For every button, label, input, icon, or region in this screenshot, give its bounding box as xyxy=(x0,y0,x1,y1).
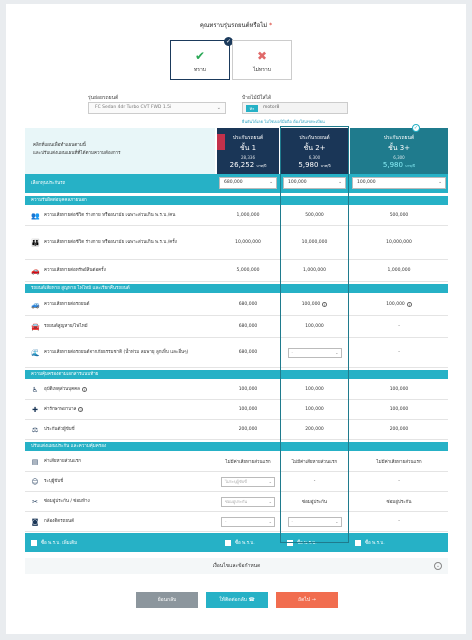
chevron-down-icon: ⌄ xyxy=(269,180,273,185)
cross-icon: ✖ xyxy=(256,49,268,63)
plan-price-value: 26,252 xyxy=(229,161,255,169)
cell-value: 10,000,000 xyxy=(386,240,412,245)
compulsory-checkbox-3[interactable] xyxy=(355,540,361,546)
chevron-down-icon: ⌄ xyxy=(216,105,221,111)
plan-level: ชั้น 1 xyxy=(239,144,257,152)
sum-insured-select-2[interactable] xyxy=(283,177,346,189)
compulsory-label-cell xyxy=(31,533,77,552)
car-model-question xyxy=(6,20,466,30)
plan-column-2[interactable] xyxy=(281,128,348,174)
chevron-down-icon: ⌄ xyxy=(268,478,272,484)
table-row xyxy=(25,294,448,316)
callback-label: ให้ติดต่อกลับ xyxy=(219,597,247,603)
plan-price-value: 5,980 xyxy=(382,161,403,169)
compulsory-option-label: ซื้อ พ.ร.บ. xyxy=(235,541,255,546)
terms-link-text: เงื่อนไขและข้อกำหนด xyxy=(212,563,261,569)
plate-input[interactable] xyxy=(242,102,348,114)
deductible-icon: ▤ xyxy=(31,457,39,466)
cell-value: 500,000 xyxy=(305,213,324,218)
selected-check-icon: ✓ xyxy=(413,125,419,131)
cell-value: - xyxy=(398,519,400,524)
row-label: ความเสียหายต่อชีวิต ร่างกาย หรืออนามัย เฉพาะส่วนเกิน พ.ร.บ./คน xyxy=(44,212,176,218)
row-label: อุบัติเหตุส่วนบุคคล xyxy=(44,386,80,392)
compulsory-checkbox-1[interactable] xyxy=(225,540,231,546)
row-label: ซ่อมอู่ประกัน / ซ่อมห้าง xyxy=(44,498,90,504)
cell-value: 200,000 xyxy=(389,427,409,432)
plate-note: ยืนยันได้เลย ไม่ใช่เบอร์มือถือ ต้องใส่เลขทะเบียน xyxy=(242,119,325,124)
cell-value: 100,000 xyxy=(238,407,258,412)
selected-badge-icon: ✓ xyxy=(225,38,232,45)
table-row xyxy=(25,420,448,440)
plan-old-price: 6,300 xyxy=(393,155,405,160)
sum-insured-value: 680,000 xyxy=(224,180,243,185)
flood-coverage-select[interactable] xyxy=(288,348,342,358)
table-row xyxy=(25,226,448,260)
compulsory-insurance-row xyxy=(25,533,448,552)
table-row xyxy=(25,316,448,338)
cell-value: - xyxy=(313,479,316,484)
cell-value: 100,000 xyxy=(238,387,258,392)
cell-text: 100,000 xyxy=(386,302,405,307)
cell-value: 500,000 xyxy=(389,213,409,218)
plan-title: ประกันรถยนต์ xyxy=(299,135,330,141)
sum-insured-value: 100,000 xyxy=(357,180,376,185)
row-label: ความเสียหายต่อรถยนต์จากภัยธรรมชาติ (น้ำท่วม ลมพายุ ลูกเห็บ และอื่นๆ) xyxy=(44,349,189,355)
cell-value xyxy=(281,338,348,367)
cell-value: 100,000 xyxy=(389,407,409,412)
row-label: กล้องติดรถยนต์ xyxy=(44,518,75,524)
table-row xyxy=(25,492,448,512)
compulsory-cell-1 xyxy=(225,533,255,552)
plan-column-3[interactable] xyxy=(350,125,448,174)
row-label: ค่าเสียหายส่วนแรก xyxy=(44,458,81,464)
plan-price xyxy=(281,161,348,169)
chevron-down-icon: ⌄ xyxy=(335,518,339,524)
cell-value: 680,000 xyxy=(238,324,258,329)
compulsory-checkbox-all[interactable] xyxy=(31,540,37,546)
plan-level: ชั้น 3+ xyxy=(387,144,411,152)
instruction-line-2: และปรับแต่งแผนแผนที่ที่ได้ตามความต้องการ xyxy=(33,151,121,156)
cell-text: 100,000 xyxy=(301,302,321,307)
sum-insured-row xyxy=(25,174,448,193)
callback-button[interactable] xyxy=(206,592,268,608)
cell-value: ซ่อมอู่ประกัน xyxy=(302,500,327,505)
bail-icon: ⚖ xyxy=(31,425,39,434)
people-group-icon: 👪 xyxy=(31,238,40,247)
table-row xyxy=(25,260,448,282)
plate-icon: ทะ xyxy=(246,105,258,112)
cell-value xyxy=(217,512,279,531)
repair-type-select[interactable] xyxy=(221,497,275,507)
chevron-down-icon: ⌄ xyxy=(268,498,272,504)
driver-icon: ☺ xyxy=(31,477,39,486)
question-text: คุณทราบรุ่นรถยนต์หรือไม่ xyxy=(199,22,268,29)
people-icon: 👥 xyxy=(31,211,40,220)
instruction-line-1: คลิกที่แผนเพื่อทำแผนตามนี้ xyxy=(33,143,86,148)
table-row xyxy=(25,472,448,492)
cell-value: 10,000,000 xyxy=(301,240,328,245)
medical-icon: ✚ xyxy=(32,405,38,414)
table-row xyxy=(25,338,448,368)
compulsory-option-label: ซื้อ พ.ร.บ. xyxy=(297,541,317,546)
car-crash-icon: 🚙 xyxy=(31,300,40,309)
info-icon[interactable]: i xyxy=(82,387,87,392)
next-label: ถัดไป xyxy=(298,597,311,603)
car-flood-icon: 🌊 xyxy=(31,348,40,357)
plan-price-unit: บาท/ปี xyxy=(405,164,416,168)
table-row xyxy=(25,452,448,472)
table-header-instructions xyxy=(25,128,215,174)
cell-value: 1,000,000 xyxy=(236,213,260,218)
table-row xyxy=(25,380,448,400)
know-model-label: ทราบ xyxy=(194,67,206,73)
chevron-down-icon: ⌄ xyxy=(435,563,441,569)
chevron-down-icon: ⌄ xyxy=(335,349,339,355)
plan-column-1[interactable] xyxy=(217,128,279,174)
terms-expand-bar[interactable] xyxy=(25,558,448,574)
cell-value: 100,000 xyxy=(389,387,409,392)
car-lost-icon: 🚘 xyxy=(31,322,40,331)
cell-value xyxy=(217,492,279,511)
cell-value: ไม่มีค่าเสียหายส่วนแรก xyxy=(225,460,271,465)
table-header xyxy=(25,125,448,174)
compulsory-option-label: ซื้อ พ.ร.บ. xyxy=(365,541,385,546)
row-label: ความเสียหายต่อรถยนต์ xyxy=(44,301,90,307)
wheelchair-icon: ♿ xyxy=(31,385,39,394)
section-header: ความรับผิดต่อบุคคลภายนอก xyxy=(25,196,448,205)
cell-value xyxy=(281,512,348,531)
cell-value: 680,000 xyxy=(238,302,258,307)
camera-icon: ◙ xyxy=(31,517,39,526)
plate-label: ป้ายไม้มีใส่ได้ xyxy=(242,95,272,101)
cell-value: 200,000 xyxy=(305,427,324,432)
plan-old-price: 28,336 xyxy=(241,155,255,160)
plan-title: ประกันรถยนต์ xyxy=(383,135,415,141)
car-model-value: FC Sedan 4dr Turbo CVT FWD 1.5i xyxy=(95,105,172,110)
car-model-label: รุ่นย่อยรถยนต์ xyxy=(88,95,119,101)
wrench-icon: ✂ xyxy=(32,497,38,506)
cell-value: 100,000 xyxy=(305,387,324,392)
next-button[interactable] xyxy=(276,592,338,608)
know-model-option[interactable] xyxy=(170,40,230,80)
cell-value: ไม่มีค่าเสียหายส่วนแรก xyxy=(376,460,422,465)
dashcam-select[interactable] xyxy=(221,517,275,527)
section-header: รถยนต์เสียหาย สูญหาย ไฟไหม้ และเรียกคืนรถยนต์ xyxy=(25,284,448,293)
chevron-down-icon: ⌄ xyxy=(338,180,342,185)
arrow-right-icon: → xyxy=(311,597,316,603)
car-model-select[interactable] xyxy=(88,102,226,114)
chevron-down-icon: ⌄ xyxy=(268,518,272,524)
select-value: ซ่อมอู่ประกัน xyxy=(225,498,248,504)
info-icon[interactable]: i xyxy=(407,302,412,307)
sum-insured-select-3[interactable] xyxy=(352,177,446,189)
cell-value: 10,000,000 xyxy=(235,240,261,245)
phone-icon: ☎ xyxy=(248,597,255,603)
cell-value: 1,000,000 xyxy=(387,268,411,273)
cell-value xyxy=(217,472,279,491)
sum-insured-select-1[interactable] xyxy=(219,177,277,189)
row-label: รถยนต์สูญหาย/ไฟไหม้ xyxy=(44,323,88,329)
select-value: ไม่ระบุผู้ขับขี่ xyxy=(225,478,247,484)
plan-price xyxy=(217,161,279,169)
cell-value: - xyxy=(398,350,400,355)
dont-know-model-label: ไม่ทราบ xyxy=(253,67,271,73)
table-row xyxy=(25,400,448,420)
cell-value: 100,000 xyxy=(305,324,324,329)
dashcam-select[interactable] xyxy=(288,517,342,527)
select-value: - xyxy=(225,518,227,524)
select-value: - xyxy=(291,518,293,524)
plan-title: ประกันรถยนต์ xyxy=(232,135,264,141)
row-label: ระบุผู้ขับขี่ xyxy=(44,478,64,484)
sum-insured-value: 100,000 xyxy=(288,180,307,185)
cell-value: 5,000,000 xyxy=(236,268,260,273)
dont-know-model-option[interactable] xyxy=(232,40,292,80)
compulsory-cell-2 xyxy=(287,533,317,552)
sum-insured-label: เลือกทุนประกันรถ xyxy=(31,181,66,186)
cell-value: 680,000 xyxy=(238,350,258,355)
compulsory-label: ซื้อ พ.ร.บ. เพิ่มเติม xyxy=(41,541,78,546)
compulsory-cell-3 xyxy=(355,533,385,552)
cell-value xyxy=(350,294,448,315)
required-mark: * xyxy=(269,22,273,29)
plan-price-unit: บาท/ปี xyxy=(320,164,331,168)
cell-value xyxy=(281,294,348,315)
chevron-down-icon: ⌄ xyxy=(438,180,442,185)
section-header: ปรับแต่งแผนประกัน และความคุ้มครอง xyxy=(25,442,448,451)
check-icon: ✔ xyxy=(194,49,206,63)
row-label: ความเสียหายต่อชีวิต ร่างกาย หรืออนามัย เฉพาะส่วนเกิน พ.ร.บ./ครั้ง xyxy=(44,239,177,245)
cell-value: - xyxy=(398,324,400,329)
section-header: ความคุ้มครองตามเอกสารแนบท้าย xyxy=(25,370,448,379)
plan-level: ชั้น 2+ xyxy=(303,144,326,152)
info-icon[interactable]: i xyxy=(322,302,327,307)
row-label: ความเสียหายต่อทรัพย์สินต่อครั้ง xyxy=(44,267,106,273)
page-card xyxy=(6,4,466,634)
plan-price-unit: บาท/ปี xyxy=(256,164,267,168)
promo-ribbon xyxy=(217,134,225,150)
cell-value: 200,000 xyxy=(238,427,258,432)
compulsory-checkbox-2[interactable] xyxy=(287,540,293,546)
info-icon[interactable]: i xyxy=(78,407,83,412)
select-value: - xyxy=(291,349,293,355)
plan-price-value: 5,980 xyxy=(298,161,319,169)
table-row xyxy=(25,512,448,532)
plan-old-price: 6,300 xyxy=(308,155,321,160)
table-row xyxy=(25,206,448,226)
cell-value: 1,000,000 xyxy=(303,268,326,273)
car-icon: 🚗 xyxy=(31,266,40,275)
row-label: ค่ารักษาพยาบาล xyxy=(44,406,77,412)
cell-value: 100,000 xyxy=(305,407,324,412)
cell-value: ไม่มีค่าเสียหายส่วนแรก xyxy=(291,460,338,465)
row-label: ประกันตัวผู้ขับขี่ xyxy=(44,426,75,432)
driver-select[interactable] xyxy=(221,477,275,487)
plan-price xyxy=(350,161,448,169)
back-button[interactable]: ย้อนกลับ xyxy=(136,592,198,608)
cell-value: ซ่อมอู่ประกัน xyxy=(386,500,412,505)
cell-value: - xyxy=(398,479,400,484)
plate-value: motor8 xyxy=(263,105,280,110)
